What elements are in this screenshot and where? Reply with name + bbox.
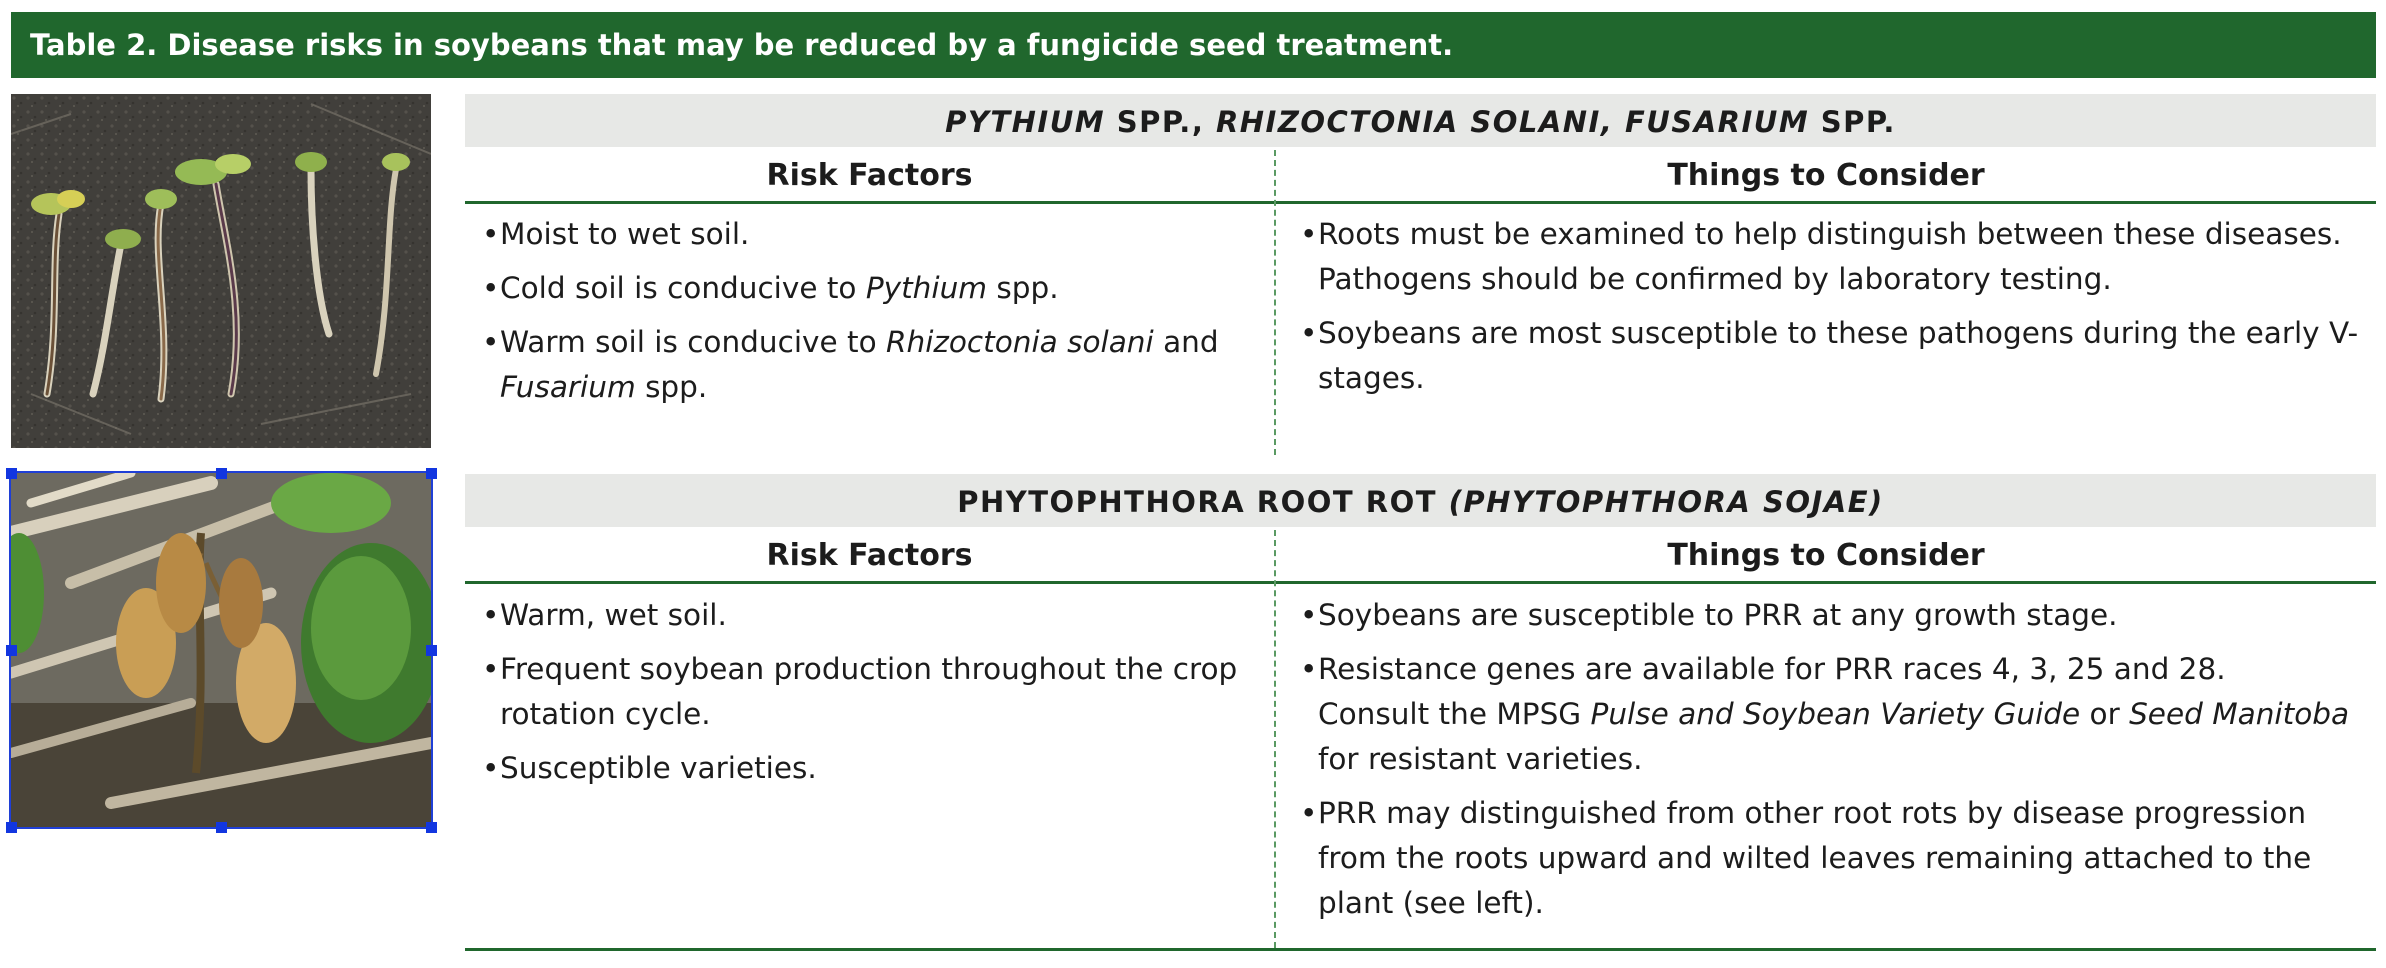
list-item (1300, 647, 2370, 782)
list-item-text: spp. (635, 370, 708, 404)
considerations-list (1300, 593, 2370, 935)
list-item (482, 212, 1262, 257)
list-item (482, 266, 1262, 311)
things-to-consider-header: Things to Consider (1667, 538, 1985, 573)
risk-factors-list (482, 593, 1262, 800)
risk-factors-list (482, 212, 1262, 419)
considerations-list (1300, 212, 2370, 410)
section-heading-pythium (465, 94, 2376, 147)
heading-italic-part: (PHYTOPHTHORA SOJAE) (1448, 485, 1884, 519)
list-item-italic: Pulse and Soybean Variety Guide (1590, 697, 2081, 731)
list-item-text: Frequent soybean production throughout the crop rotation cycle. (500, 652, 1238, 731)
list-item-text: Susceptible varieties. (500, 751, 817, 785)
list-item-text: for resistant varieties. (1318, 742, 1643, 776)
list-item-text: spp. (987, 271, 1059, 305)
table-bottom-rule (465, 948, 2376, 951)
list-item-text: Warm, wet soil. (500, 598, 727, 632)
list-item-text: Moist to wet soil. (500, 217, 750, 251)
list-item (482, 746, 1262, 791)
list-item (482, 647, 1262, 737)
column-divider (1274, 530, 1276, 948)
resize-handle-top-right[interactable] (426, 468, 437, 479)
heading-italic-part: PYTHIUM (945, 105, 1106, 139)
section-heading-phytophthora (465, 474, 2376, 527)
column-divider (1274, 150, 1276, 455)
resize-handle-middle-right[interactable] (426, 645, 437, 656)
list-item-text: and (1153, 325, 1219, 359)
list-item-text: Resistance genes are available for PRR races 4, 3, 25 and 28. (1318, 652, 2226, 686)
list-item (1300, 212, 2370, 302)
list-item-text: Consult the MPSG (1318, 697, 1591, 731)
heading-plain-part: SPP., (1105, 105, 1216, 139)
list-item-text: Warm soil is conducive to (500, 325, 886, 359)
heading-plain-part: SPP. (1809, 105, 1896, 139)
heading-italic-part: RHIZOCTONIA SOLANI, FUSARIUM (1215, 105, 1810, 139)
list-item (1300, 791, 2370, 926)
list-item (482, 593, 1262, 638)
seedling-root-rot-photo (11, 94, 431, 448)
header-rule (465, 581, 2376, 584)
list-item (482, 320, 1262, 410)
risk-factors-header: Risk Factors (766, 538, 973, 573)
resize-handle-bottom-left[interactable] (6, 822, 17, 833)
phytophthora-wilted-plant-photo[interactable] (11, 473, 431, 827)
list-item-text: or (2080, 697, 2130, 731)
table-title: Table 2. Disease risks in soybeans that may be reduced by a fungicide seed treatment. (11, 12, 2376, 78)
list-item-italic: Pythium (865, 271, 987, 305)
heading-plain-part: PHYTOPHTHORA ROOT ROT (957, 485, 1449, 519)
things-to-consider-header: Things to Consider (1667, 158, 1985, 193)
resize-handle-middle-left[interactable] (6, 645, 17, 656)
list-item-italic: Rhizoctonia solani (886, 325, 1154, 359)
list-item-italic: Seed Manitoba (2129, 697, 2350, 731)
header-rule (465, 201, 2376, 204)
list-item-text: Soybeans are susceptible to PRR at any growth stage. (1318, 598, 2118, 632)
list-item (1300, 311, 2370, 401)
list-item-text: Cold soil is conducive to (500, 271, 866, 305)
list-item-text: Soybeans are most susceptible to these pathogens during the early V-stages. (1318, 316, 2359, 395)
resize-handle-top-middle[interactable] (216, 468, 227, 479)
list-item-text: Roots must be examined to help distinguish between these diseases. Pathogens should be confirmed by laboratory testing. (1318, 217, 2342, 296)
resize-handle-top-left[interactable] (6, 468, 17, 479)
resize-handle-bottom-right[interactable] (426, 822, 437, 833)
list-item (1300, 593, 2370, 638)
list-item-italic: Fusarium (500, 370, 636, 404)
resize-handle-bottom-middle[interactable] (216, 822, 227, 833)
list-item-text: PRR may distinguished from other root rots by disease progression from the roots upward and wilted leaves remaining attached to the plant (see left). (1318, 796, 2312, 920)
risk-factors-header: Risk Factors (766, 158, 973, 193)
